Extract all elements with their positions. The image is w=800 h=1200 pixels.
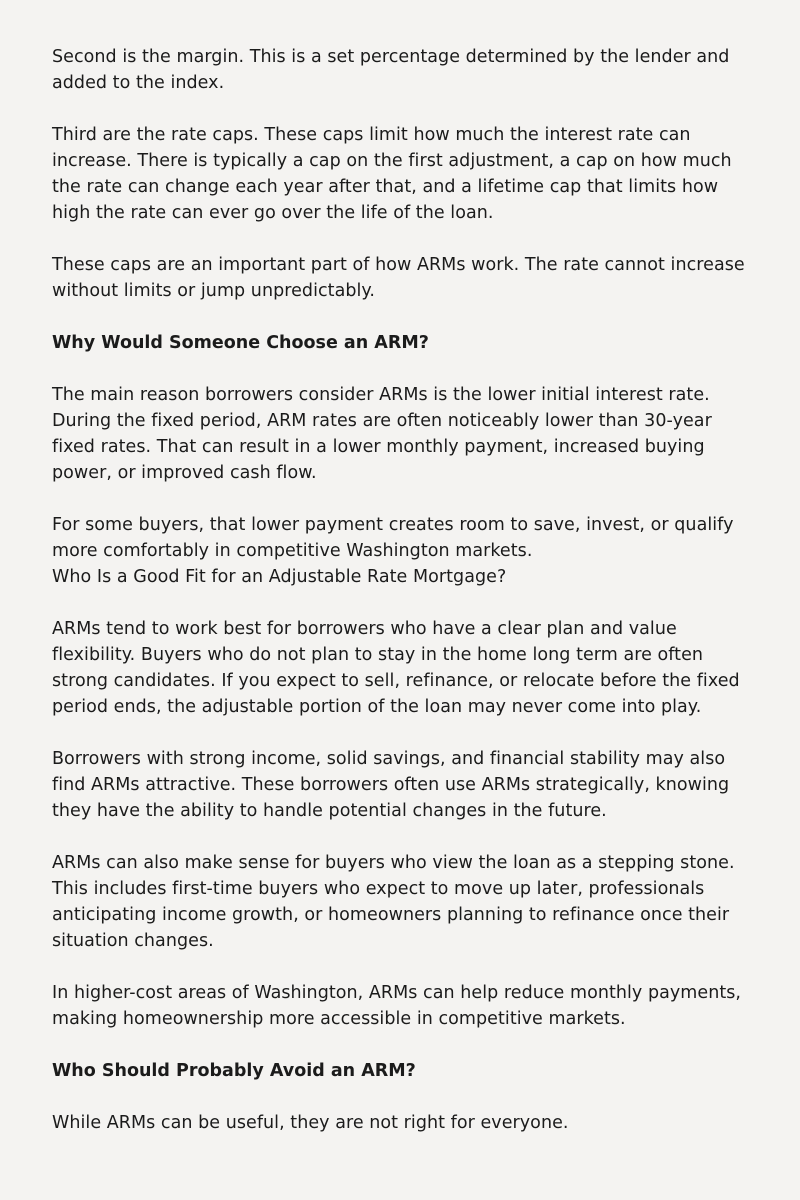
subheading-good-fit: Who Is a Good Fit for an Adjustable Rate Mortgage?	[52, 567, 507, 587]
paragraph-rate-caps: Third are the rate caps. These caps limit how much the interest rate can increase. There is typically a cap on the first adjustment, a cap on how much the rate can change each year after that, and a lifetime cap that limits how high the rate can ever go over the life of the loan.	[52, 125, 732, 223]
paragraph-stepping-stone: ARMs can also make sense for buyers who view the loan as a stepping stone. This includes first-time buyers who expect to move up later, professionals anticipating income growth, or homeowners planning to refinance once their situation changes.	[52, 853, 735, 951]
paragraph-higher-cost: In higher-cost areas of Washington, ARMs can help reduce monthly payments, making homeownership more accessible in competitive markets.	[52, 983, 742, 1029]
heading-avoid-arm: Who Should Probably Avoid an ARM?	[52, 1061, 416, 1081]
paragraph-flexibility: ARMs tend to work best for borrowers who have a clear plan and value flexibility. Buyers who do not plan to stay in the home long term are often strong candidates. If you expect to sell, refinance, or relocate before the fixed period ends, the adjustable portion of the loan may never come into play.	[52, 619, 740, 717]
paragraph-gap	[52, 304, 748, 330]
paragraph-caps-important: These caps are an important part of how ARMs work. The rate cannot increase without limits or jump unpredictably.	[52, 255, 745, 301]
paragraph-gap	[52, 356, 748, 382]
heading-why-choose-arm: Why Would Someone Choose an ARM?	[52, 333, 429, 353]
paragraph-some-buyers: For some buyers, that lower payment creates room to save, invest, or qualify more comfortably in competitive Washington markets.	[52, 515, 734, 561]
paragraph-gap	[52, 720, 748, 746]
paragraph-gap	[52, 96, 748, 122]
paragraph-not-everyone: While ARMs can be useful, they are not right for everyone.	[52, 1113, 569, 1133]
paragraph-main-reason: The main reason borrowers consider ARMs is the lower initial interest rate. During the fixed period, ARM rates are often noticeably lower than 30-year fixed rates. That can result in a lower monthly payment, increased buying power, or improved cash flow.	[52, 385, 712, 483]
paragraph-gap	[52, 824, 748, 850]
paragraph-gap	[52, 1084, 748, 1110]
paragraph-gap	[52, 954, 748, 980]
paragraph-gap	[52, 590, 748, 616]
paragraph-strong-income: Borrowers with strong income, solid savings, and financial stability may also find ARMs attractive. These borrowers often use ARMs strategically, knowing they have the ability to handle potential changes in the future.	[52, 749, 730, 821]
paragraph-gap	[52, 1032, 748, 1058]
paragraph-gap	[52, 486, 748, 512]
paragraph-gap	[52, 226, 748, 252]
paragraph-margin: Second is the margin. This is a set percentage determined by the lender and added to the index.	[52, 47, 730, 93]
